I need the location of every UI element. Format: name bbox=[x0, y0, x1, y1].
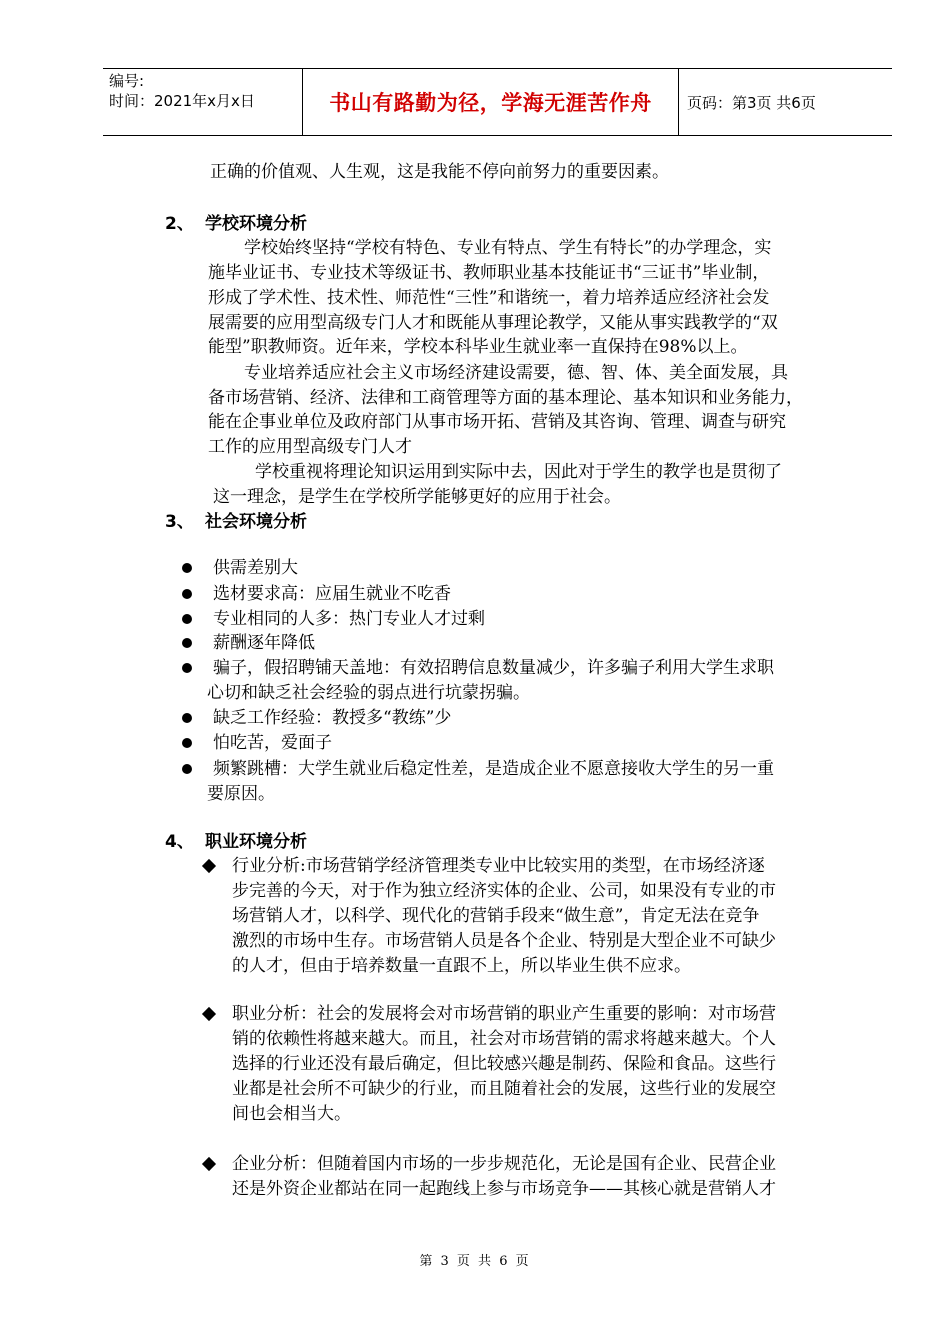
header-motto: 书山有路勤为径，学海无涯苦作舟 bbox=[303, 69, 679, 135]
diamond-bullet-icon bbox=[202, 1157, 216, 1171]
list-item-continuation: 心切和缺乏社会经验的弱点进行坑蒙拐骗。 bbox=[207, 683, 530, 703]
list-item: 行业分析:市场营销学经济管理类专业中比较实用的类型，在市场经济逐 bbox=[232, 856, 765, 876]
list-item: 选材要求高：应届生就业不吃香 bbox=[213, 584, 451, 604]
section-heading-society bbox=[165, 511, 307, 533]
list-item-continuation: 要原因。 bbox=[207, 784, 275, 804]
paragraph-line: 这一理念，是学生在学校所学能够更好的应用于社会。 bbox=[213, 487, 621, 507]
intro-line: 正确的价值观、人生观，这是我能不停向前努力的重要因素。 bbox=[210, 162, 669, 182]
header-time-label: 时间：2021年x月x日 bbox=[109, 92, 255, 110]
list-item: 专业相同的人多：热门专业人才过剩 bbox=[213, 609, 485, 629]
list-item-continuation: 间也会相当大。 bbox=[232, 1104, 351, 1124]
list-item-continuation: 业都是社会所不可缺少的行业，而且随着社会的发展，这些行业的发展空 bbox=[232, 1079, 776, 1099]
section-number: 3、 bbox=[165, 512, 194, 532]
list-item-continuation: 销的依赖性将越来越大。而且，社会对市场营销的需求将越来越大。个人 bbox=[232, 1029, 776, 1049]
paragraph-line: 形成了学术性、技术性、师范性“三性”和谐统一，着力培养适应经济社会发 bbox=[208, 288, 770, 308]
document-header bbox=[103, 68, 892, 136]
bullet-dot-icon bbox=[182, 614, 192, 624]
list-item: 怕吃苦，爱面子 bbox=[213, 733, 332, 753]
section-heading-school bbox=[165, 213, 307, 235]
paragraph-line: 施毕业证书、专业技术等级证书、教师职业基本技能证书“三证书”毕业制， bbox=[208, 263, 770, 283]
paragraph-line: 能在企事业单位及政府部门从事市场开拓、营销及其咨询、管理、调查与研究 bbox=[208, 412, 786, 432]
bullet-dot-icon bbox=[182, 738, 192, 748]
paragraph-line: 备市场营销、经济、法律和工商管理等方面的基本理论、基本知识和业务能力， bbox=[208, 388, 803, 408]
diamond-bullet-icon bbox=[202, 1007, 216, 1021]
page-footer: 第 3 页 共 6 页 bbox=[419, 1254, 531, 1269]
list-item: 缺乏工作经验：教授多“教练”少 bbox=[213, 708, 452, 728]
section-title: 职业环境分析 bbox=[205, 832, 307, 852]
list-item-continuation: 还是外资企业都站在同一起跑线上参与市场竞争——其核心就是营销人才 bbox=[232, 1179, 776, 1199]
header-number-label: 编号: bbox=[109, 72, 145, 90]
section-number: 4、 bbox=[165, 832, 194, 852]
paragraph-line: 专业培养适应社会主义市场经济建设需要，德、智、体、美全面发展，具 bbox=[244, 363, 788, 383]
header-meta bbox=[103, 69, 303, 135]
paragraph-line: 学校始终坚持“学校有特色、专业有特点、学生有特长”的办学理念，实 bbox=[244, 238, 772, 258]
list-item: 薪酬逐年降低 bbox=[213, 633, 315, 653]
section-number: 2、 bbox=[165, 214, 194, 234]
bullet-dot-icon bbox=[182, 663, 192, 673]
paragraph-line: 能型”职教师资。近年来，学校本科毕业生就业率一直保持在98%以上。 bbox=[208, 337, 748, 357]
section-title: 社会环境分析 bbox=[205, 512, 307, 532]
list-item: 骗子，假招聘铺天盖地：有效招聘信息数量减少，许多骗子利用大学生求职 bbox=[213, 658, 774, 678]
paragraph-line: 学校重视将理论知识运用到实际中去，因此对于学生的教学也是贯彻了 bbox=[255, 462, 782, 482]
list-item-continuation: 激烈的市场中生存。市场营销人员是各个企业、特别是大型企业不可缺少 bbox=[232, 931, 776, 951]
list-item: 频繁跳槽：大学生就业后稳定性差，是造成企业不愿意接收大学生的另一重 bbox=[213, 759, 774, 779]
header-page-label: 页码：第3页 共6页 bbox=[687, 93, 816, 112]
section-title: 学校环境分析 bbox=[205, 214, 307, 234]
diamond-bullet-icon bbox=[202, 859, 216, 873]
section-heading-career bbox=[165, 831, 307, 853]
paragraph-line: 展需要的应用型高级专门人才和既能从事理论教学，又能从事实践教学的“双 bbox=[208, 313, 778, 333]
list-item-continuation: 步完善的今天，对于作为独立经济实体的企业、公司，如果没有专业的市 bbox=[232, 881, 776, 901]
paragraph-line: 工作的应用型高级专门人才 bbox=[208, 437, 412, 457]
list-item: 职业分析：社会的发展将会对市场营销的职业产生重要的影响：对市场营 bbox=[232, 1004, 776, 1024]
bullet-dot-icon bbox=[182, 713, 192, 723]
list-item-continuation: 的人才，但由于培养数量一直跟不上，所以毕业生供不应求。 bbox=[232, 956, 691, 976]
bullet-dot-icon bbox=[182, 563, 192, 573]
bullet-dot-icon bbox=[182, 764, 192, 774]
list-item-continuation: 选择的行业还没有最后确定，但比较感兴趣是制药、保险和食品。这些行 bbox=[232, 1054, 776, 1074]
bullet-dot-icon bbox=[182, 589, 192, 599]
bullet-dot-icon bbox=[182, 638, 192, 648]
list-item: 供需差别大 bbox=[213, 558, 298, 578]
list-item-continuation: 场营销人才，以科学、现代化的营销手段来“做生意”，肯定无法在竞争 bbox=[232, 906, 760, 926]
list-item: 企业分析：但随着国内市场的一步步规范化，无论是国有企业、民营企业 bbox=[232, 1154, 776, 1174]
